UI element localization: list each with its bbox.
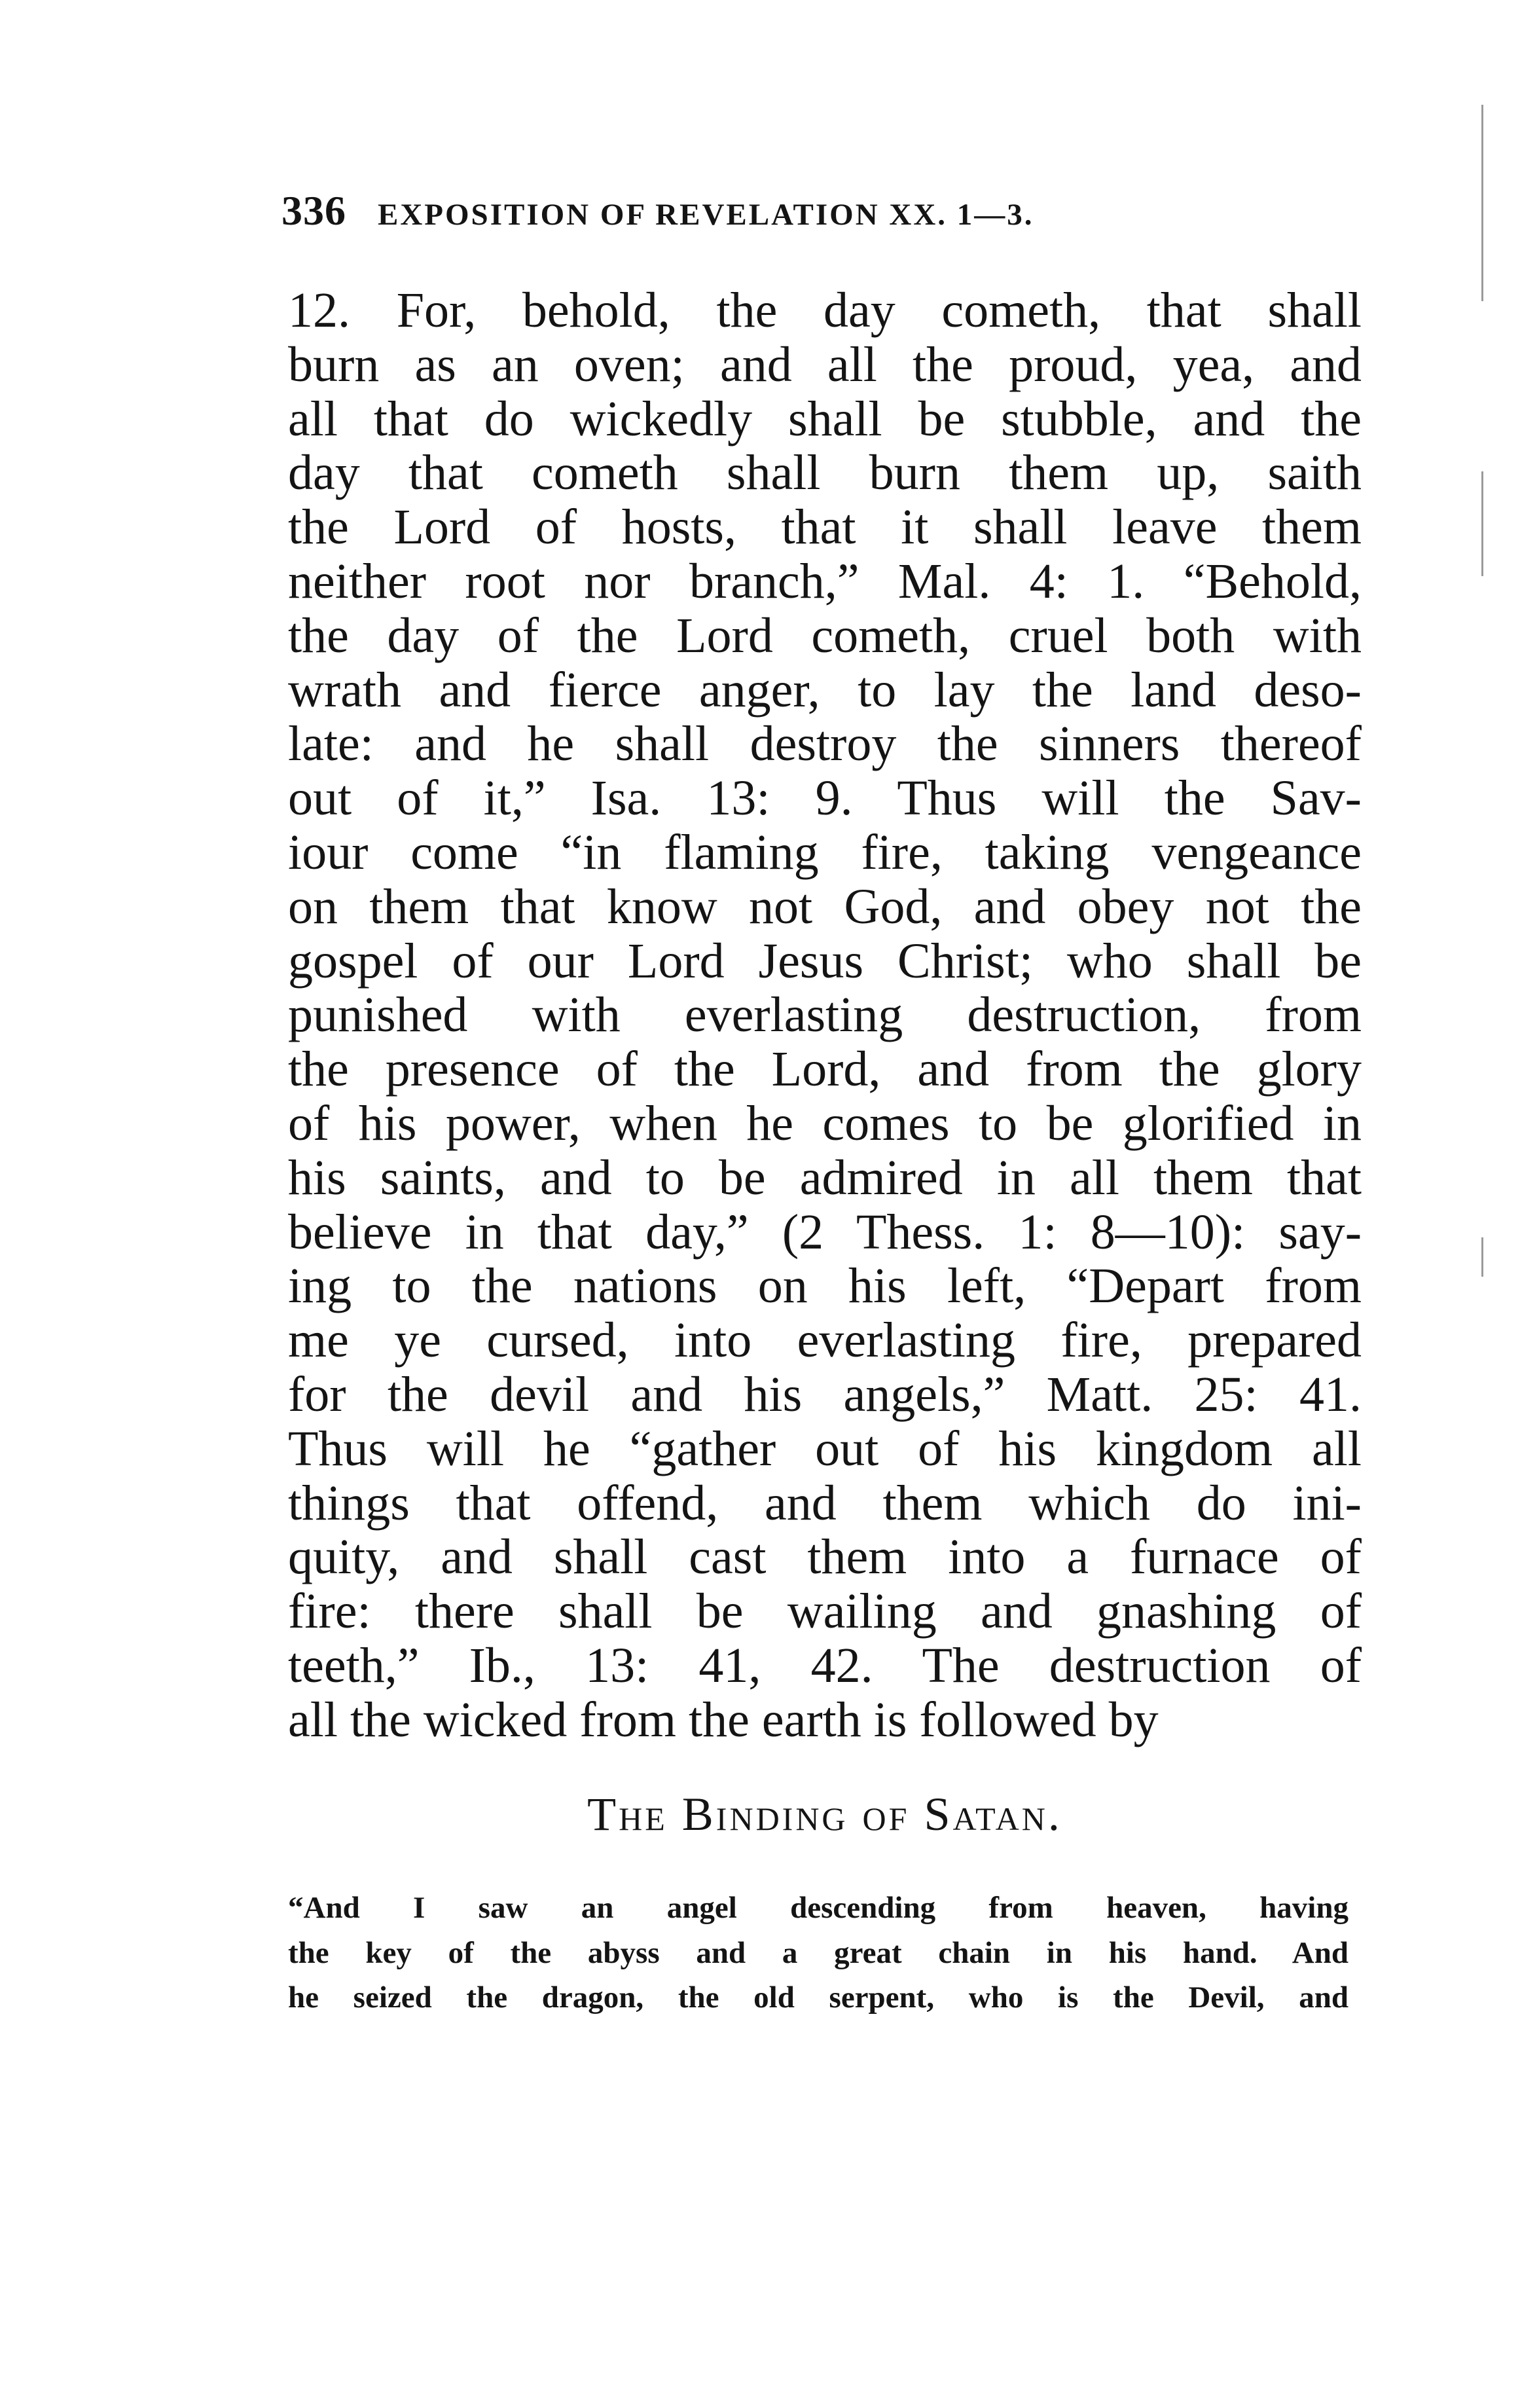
text-line: day that cometh shall burn them up, saith (288, 445, 1362, 501)
text-line: on them that know not God, and obey not the (288, 879, 1362, 934)
scan-edge-mark (1481, 1237, 1483, 1277)
text-line: things that offend, and them which do ini- (288, 1475, 1362, 1531)
text-line: his saints, and to be admired in all them that (288, 1150, 1362, 1205)
text-line: for the devil and his angels,” Matt. 25: 41. (288, 1366, 1362, 1422)
body-text (288, 283, 1362, 1747)
text-line: Thus will he “gather out of his kingdom all (288, 1421, 1362, 1476)
text-line: burn as an oven; and all the proud, yea, and (288, 337, 1362, 392)
running-title: EXPOSITION OF REVELATION XX. 1—3. (378, 198, 1034, 232)
text-line: the presence of the Lord, and from the glory (288, 1042, 1362, 1097)
text-line: fire: there shall be wailing and gnashing of (288, 1584, 1362, 1639)
text-line: the day of the Lord cometh, cruel both with (288, 608, 1362, 663)
text-line: out of it,” Isa. 13: 9. Thus will the Sav- (288, 771, 1362, 826)
text-line: quity, and shall cast them into a furnace of (288, 1529, 1362, 1585)
text-line: ing to the nations on his left, “Depart from (288, 1258, 1362, 1314)
epigraph-line: he seized the dragon, the old serpent, who is the Devil, and (288, 1980, 1348, 2015)
epigraph-quote (288, 1886, 1348, 2020)
text-line: late: and he shall destroy the sinners thereof (288, 716, 1362, 772)
text-line: believe in that day,” (2 Thess. 1: 8—10): say- (288, 1204, 1362, 1260)
text-line: iour come “in flaming fire, taking vengeance (288, 824, 1362, 880)
epigraph-line: “And I saw an angel descending from heaven, having (288, 1891, 1348, 1925)
text-line: teeth,” Ib., 13: 41, 42. The destruction of (288, 1637, 1362, 1693)
text-line: wrath and fierce anger, to lay the land deso- (288, 662, 1362, 718)
text-line: the Lord of hosts, that it shall leave them (288, 500, 1362, 555)
text-line: of his power, when he comes to be glorified in (288, 1095, 1362, 1151)
text-line: me ye cursed, into everlasting fire, prepared (288, 1313, 1362, 1368)
text-line: 12. For, behold, the day cometh, that shall (288, 283, 1362, 338)
text-line: all that do wickedly shall be stubble, and the (288, 391, 1362, 447)
page-number: 336 (281, 187, 346, 234)
text-line: gospel of our Lord Jesus Christ; who shall be (288, 933, 1362, 989)
section-heading: The Binding of Satan. (587, 1788, 1062, 1840)
scan-edge-mark (1481, 105, 1483, 301)
text-line: punished with everlasting destruction, from (288, 987, 1362, 1043)
text-line: all the wicked from the earth is followed by (288, 1692, 1159, 1747)
epigraph-line: the key of the abyss and a great chain in his hand. And (288, 1935, 1348, 1970)
scan-edge-mark (1481, 471, 1483, 576)
running-head (281, 187, 1355, 246)
text-line: neither root nor branch,” Mal. 4: 1. “Behold, (288, 553, 1362, 609)
